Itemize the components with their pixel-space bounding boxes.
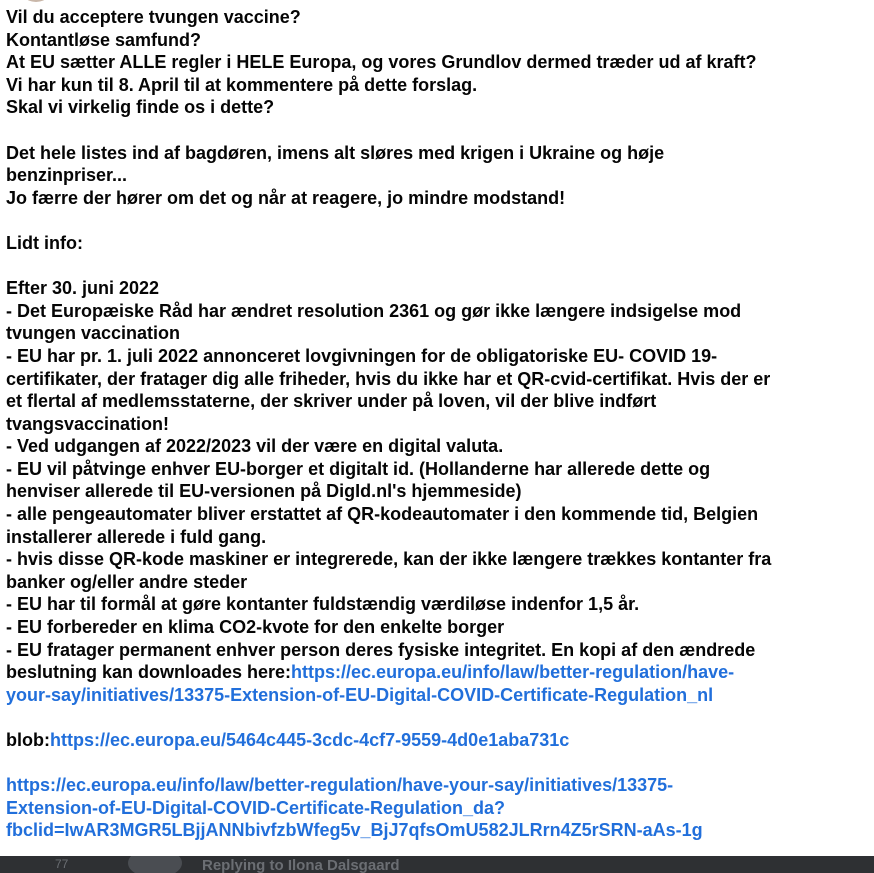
post-line: Efter 30. juni 2022 — [6, 278, 160, 299]
post-line: - Det Europæiske Råd har ændret resolution 2361 og gør ikke længere indsigelse mod — [6, 300, 742, 321]
download-prefix: beslutning kan downloades here: — [6, 662, 292, 683]
post-line: tvangsvaccination! — [6, 413, 170, 434]
regulation-link-da-line — [6, 774, 868, 797]
post-line: benzinpriser... — [6, 165, 128, 186]
spacer — [6, 752, 868, 775]
blob-prefix: blob: — [6, 730, 50, 750]
post-line: At EU sætter ALLE regler i HELE Europa, og vores Grundlov dermed træder ud af kraft? — [6, 52, 757, 73]
post-line: Kontantløse samfund? — [6, 29, 202, 50]
regulation-link-da[interactable]: https://ec.europa.eu/info/law/better-regulation/have-your-say/initiatives/13375- — [6, 775, 674, 796]
reply-bar — [0, 856, 874, 873]
reply-count: 77 — [55, 857, 69, 871]
download-line-cont — [6, 684, 868, 707]
post-line: certifikater, der fratager dig alle friheder, hvis du ikke har et QR-cvid-certifikat. Hvis der er — [6, 368, 771, 389]
post-line: - hvis disse QR-kode maskiner er integrerede, kan der ikke længere trækkes kontanter fra — [6, 549, 772, 570]
spacer — [6, 706, 868, 729]
post-line: Jo færre der hører om det og når at reagere, jo mindre modstand! — [6, 187, 566, 208]
post-line: - EU fratager permanent enhver person deres fysiske integritet. En kopi af den ændrede — [6, 639, 756, 660]
blob-line — [6, 729, 868, 752]
regulation-link-nl[interactable]: https://ec.europa.eu/info/law/better-regulation/have- — [291, 662, 735, 683]
regulation-link-da-cont[interactable]: Extension-of-EU-Digital-COVID-Certificate-Regulation_da? — [6, 797, 506, 818]
post-line: - EU vil påtvinge enhver EU-borger et digitalt id. (Hollanderne har allerede dette og — [6, 458, 711, 479]
post-line: - EU forbereder en klima CO2-kvote for den enkelte borger — [6, 617, 505, 638]
post-line: et flertal af medlemsstaterne, der skriver under på loven, vil der blive indført — [6, 391, 657, 412]
post-line: - EU har pr. 1. juli 2022 annonceret lovgivningen for de obligatoriske EU- COVID 19- — [6, 345, 718, 366]
spacer — [6, 119, 868, 142]
post-line: Skal vi virkelig finde os i dette? — [6, 97, 275, 118]
post-line: Vil du acceptere tvungen vaccine? — [6, 7, 301, 27]
post-text-lines — [6, 6, 868, 661]
post-line: installerer allerede i fuld gang. — [6, 526, 267, 547]
regulation-link-da-line-2 — [6, 797, 868, 820]
replying-to-label: Replying to Ilona Dalsgaard — [202, 857, 400, 873]
post-line: Lidt info: — [6, 232, 83, 253]
post-line: - EU har til formål at gøre kontanter fuldstændig værdiløse indenfor 1,5 år. — [6, 594, 640, 615]
post-line: Det hele listes ind af bagdøren, imens alt sløres med krigen i Ukraine og høje — [6, 142, 665, 163]
regulation-link-da-line-3 — [6, 819, 868, 842]
post-line: Vi har kun til 8. April til at kommentere på dette forslag. — [6, 74, 478, 95]
post-line: henviser allerede til EU-versionen på DigId.nl's hjemmeside) — [6, 481, 522, 502]
post-line: - alle pengeautomater bliver erstattet af QR-kodeautomater i den kommende tid, Belgien — [6, 504, 759, 525]
spacer — [6, 209, 868, 232]
post-line: - Ved udgangen af 2022/2023 vil der være en digital valuta. — [6, 436, 504, 457]
download-line — [6, 661, 868, 684]
post-line: banker og/eller andre steder — [6, 571, 248, 592]
post-body — [6, 6, 868, 842]
author-avatar[interactable] — [18, 0, 54, 2]
reply-avatar[interactable] — [128, 856, 182, 873]
spacer — [6, 255, 868, 278]
regulation-link-da-fbclid[interactable]: fbclid=IwAR3MGR5LBjjANNbivfzbWfeg5v_BjJ7qfsOmU582JLRrn4Z5rSRN-aAs-1g — [6, 820, 703, 841]
regulation-link-nl-cont[interactable]: your-say/initiatives/13375-Extension-of-EU-Digital-COVID-Certificate-Regulation_nl — [6, 684, 714, 705]
blob-link[interactable]: https://ec.europa.eu/5464c445-3cdc-4cf7-9559-4d0e1aba731c — [49, 730, 570, 750]
post-line: tvungen vaccination — [6, 323, 181, 344]
